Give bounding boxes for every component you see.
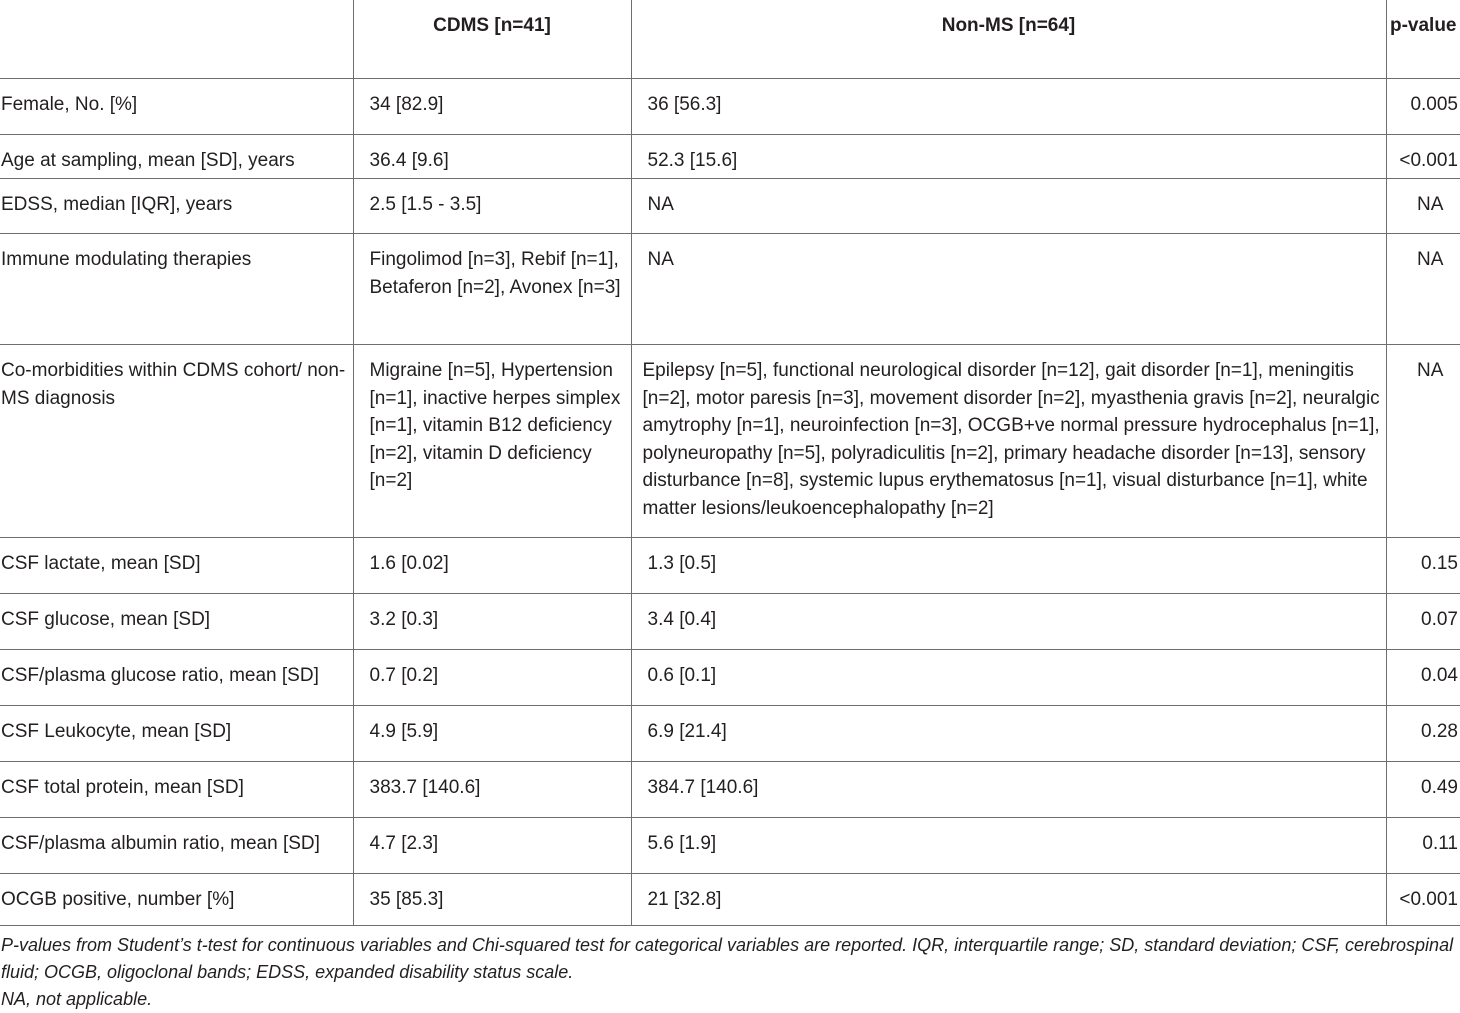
cdms-value: 3.2 [0.3] xyxy=(353,594,631,650)
p-value: <0.001 xyxy=(1386,874,1460,926)
row-label: CSF Leukocyte, mean [SD] xyxy=(0,706,353,762)
table-row xyxy=(0,818,1460,874)
row-label: Age at sampling, mean [SD], years xyxy=(0,135,353,179)
p-value: 0.28 xyxy=(1386,706,1460,762)
p-value: 0.49 xyxy=(1386,762,1460,818)
cdms-value: 35 [85.3] xyxy=(353,874,631,926)
row-label: CSF glucose, mean [SD] xyxy=(0,594,353,650)
table-row xyxy=(0,79,1460,135)
table-footnote xyxy=(0,926,1459,1013)
p-value: 0.11 xyxy=(1386,818,1460,874)
header-non-ms: Non-MS [n=64] xyxy=(631,0,1386,79)
cdms-value: 34 [82.9] xyxy=(353,79,631,135)
cdms-value: 1.6 [0.02] xyxy=(353,538,631,594)
non-ms-value: 6.9 [21.4] xyxy=(631,706,1386,762)
non-ms-value: NA xyxy=(631,234,1386,345)
footnote-methods: P-values from Student’s t-test for continuous variables and Chi-squared test for categorical variables are reported. IQR, interquartile range; SD, standard deviation; CSF, cerebrospinal fluid; OCGB, oligoclonal bands; EDSS, expanded disability status scale. xyxy=(1,935,1454,982)
table-row xyxy=(0,345,1460,538)
header-p-value: p-value xyxy=(1386,0,1460,79)
non-ms-value: 52.3 [15.6] xyxy=(631,135,1386,179)
non-ms-value: 5.6 [1.9] xyxy=(631,818,1386,874)
header-cdms: CDMS [n=41] xyxy=(353,0,631,79)
cdms-value: 4.7 [2.3] xyxy=(353,818,631,874)
table-row xyxy=(0,594,1460,650)
p-value: 0.04 xyxy=(1386,650,1460,706)
non-ms-value: 384.7 [140.6] xyxy=(631,762,1386,818)
non-ms-value: NA xyxy=(631,179,1386,234)
p-value: NA xyxy=(1386,345,1460,538)
header-empty xyxy=(0,0,353,79)
table-row xyxy=(0,234,1460,345)
non-ms-value: 0.6 [0.1] xyxy=(631,650,1386,706)
table-header-row xyxy=(0,0,1460,79)
row-label: OCGB positive, number [%] xyxy=(0,874,353,926)
non-ms-value: 3.4 [0.4] xyxy=(631,594,1386,650)
table-row xyxy=(0,538,1460,594)
non-ms-value: 21 [32.8] xyxy=(631,874,1386,926)
footnote-na: NA, not applicable. xyxy=(1,989,153,1009)
p-value: 0.005 xyxy=(1386,79,1460,135)
row-label: Immune modulating therapies xyxy=(0,234,353,345)
non-ms-value: Epilepsy [n=5], functional neurological disorder [n=12], gait disorder [n=1], meningitis [n=2], motor paresis [n=3], movement disorder [n=2], myasthenia gravis [n=2], neuralgic amytrophy [n=1], neuroinfection [n=3], OCGB+ve normal pressure hydrocephalus [n=1], polyneuropathy [n=5], polyradiculitis [n=2], primary headache disorder [n=13], sensory disturbance [n=8], systemic lupus erythematosus [n=1], visual disturbance [n=1], white matter lesions/leukoencephalopathy [n=2] xyxy=(631,345,1386,538)
cdms-value: 383.7 [140.6] xyxy=(353,762,631,818)
cdms-value: Fingolimod [n=3], Rebif [n=1], Betaferon [n=2], Avonex [n=3] xyxy=(353,234,631,345)
p-value: 0.07 xyxy=(1386,594,1460,650)
p-value: NA xyxy=(1386,234,1460,345)
row-label: CSF/plasma albumin ratio, mean [SD] xyxy=(0,818,353,874)
table-row xyxy=(0,706,1460,762)
cdms-value: 4.9 [5.9] xyxy=(353,706,631,762)
p-value: <0.001 xyxy=(1386,135,1460,179)
non-ms-value: 36 [56.3] xyxy=(631,79,1386,135)
cdms-value: 0.7 [0.2] xyxy=(353,650,631,706)
table-row xyxy=(0,650,1460,706)
row-label: Co-morbidities within CDMS cohort/ non-MS diagnosis xyxy=(0,345,353,538)
row-label: CSF lactate, mean [SD] xyxy=(0,538,353,594)
table-row xyxy=(0,762,1460,818)
row-label: Female, No. [%] xyxy=(0,79,353,135)
row-label: CSF/plasma glucose ratio, mean [SD] xyxy=(0,650,353,706)
non-ms-value: 1.3 [0.5] xyxy=(631,538,1386,594)
row-label: CSF total protein, mean [SD] xyxy=(0,762,353,818)
p-value: NA xyxy=(1386,179,1460,234)
cdms-value: Migraine [n=5], Hypertension [n=1], inactive herpes simplex [n=1], vitamin B12 deficiency [n=2], vitamin D deficiency [n=2] xyxy=(353,345,631,538)
p-value: 0.15 xyxy=(1386,538,1460,594)
cdms-value: 36.4 [9.6] xyxy=(353,135,631,179)
table-row xyxy=(0,179,1460,234)
table-row xyxy=(0,874,1460,926)
cdms-value: 2.5 [1.5 - 3.5] xyxy=(353,179,631,234)
table-row xyxy=(0,135,1460,179)
row-label: EDSS, median [IQR], years xyxy=(0,179,353,234)
